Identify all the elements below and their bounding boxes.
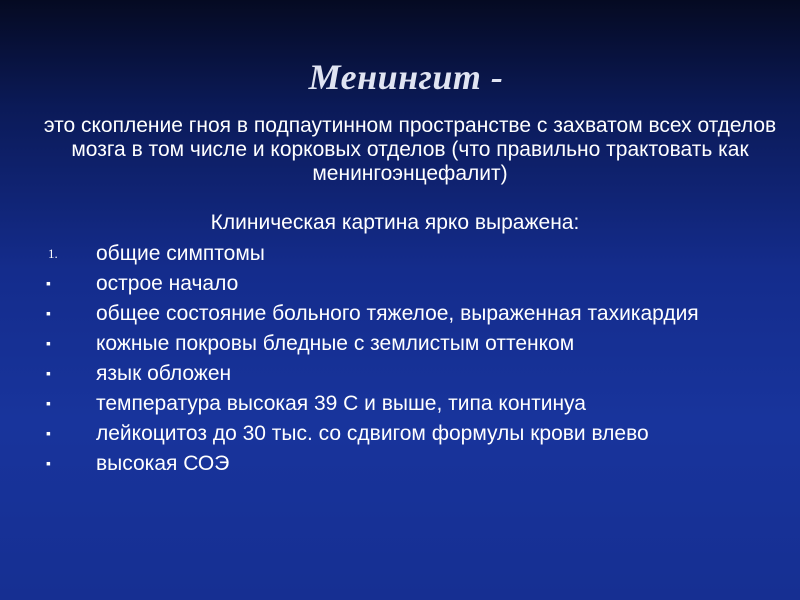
list-number-marker: 1. — [48, 246, 58, 261]
list-item-text: острое начало — [96, 272, 239, 295]
list-item-text: температура высокая 39 С и выше, типа континуа — [96, 392, 586, 415]
slide-title: Менингит - — [308, 57, 504, 97]
list-item — [0, 332, 800, 355]
list-item — [0, 272, 800, 295]
list-item-text: общие симптомы — [96, 242, 265, 265]
intro-paragraph: это скопление гноя в подпаутинном пространстве с захватом всех отделов мозга в том числе и корковых отделов (что правильно трактовать как менингоэнцефалит) — [43, 114, 777, 185]
list-item-text: лейкоцитоз до 30 тыс. со сдвигом формулы крови влево — [96, 422, 649, 445]
bullet-marker: ▪ — [46, 395, 51, 411]
list-item-text: общее состояние больного тяжелое, выраженная тахикардия — [96, 302, 699, 325]
subheading: Клиническая картина ярко выражена: — [210, 211, 580, 234]
bullet-marker: ▪ — [46, 365, 51, 381]
list-item — [0, 242, 800, 265]
list-item — [0, 392, 800, 415]
bullet-marker: ▪ — [46, 335, 51, 351]
symptom-list — [0, 242, 800, 482]
bullet-marker: ▪ — [46, 425, 51, 441]
list-item — [0, 302, 800, 325]
list-item — [0, 422, 800, 445]
bullet-marker: ▪ — [46, 275, 51, 291]
list-item-text: высокая СОЭ — [96, 452, 230, 475]
list-item — [0, 452, 800, 475]
list-item-text: язык обложен — [96, 362, 232, 385]
list-item-text: кожные покровы бледные с землистым оттенком — [96, 332, 575, 355]
list-item — [0, 362, 800, 385]
bullet-marker: ▪ — [46, 455, 51, 471]
bullet-marker: ▪ — [46, 305, 51, 321]
